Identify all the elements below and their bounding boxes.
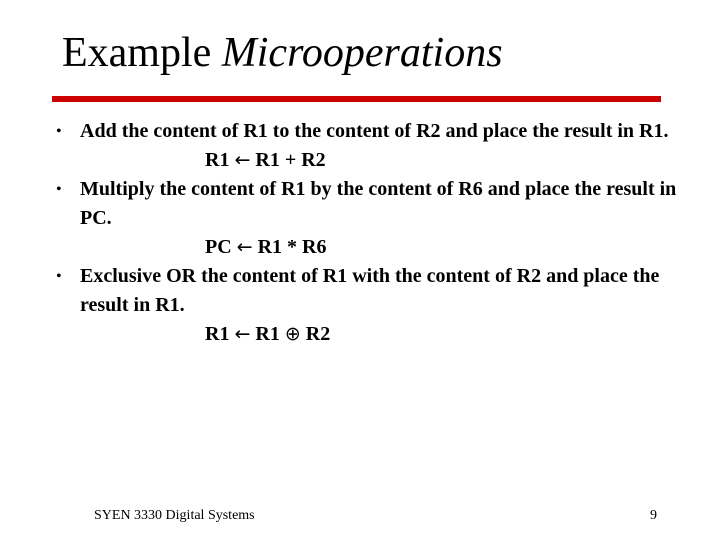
bullet-text: Add the content of R1 to the content of R2 and place the result in R1. [80, 120, 669, 142]
bullet-list [56, 117, 696, 349]
title-italic: Microoperations [221, 30, 503, 76]
footer-page-number: 9 [650, 508, 657, 523]
left-arrow-icon: ← [234, 149, 251, 171]
bullet-item-add [56, 117, 696, 146]
bullet-text: Multiply the content of R1 by the content of R6 and place the result in PC. [80, 178, 677, 229]
equation-operand-left: R1 [255, 323, 280, 345]
bullet-icon: • [56, 268, 62, 285]
equation-multiply [56, 233, 696, 262]
bullet-icon: • [56, 181, 62, 198]
equation-rhs: R1 + R2 [255, 149, 326, 171]
equation-lhs: R1 [205, 149, 230, 171]
equation-lhs: PC [205, 236, 232, 258]
equation-xor [56, 320, 696, 349]
bullet-text: Exclusive OR the content of R1 with the content of R2 and place the result in R1. [80, 265, 660, 316]
left-arrow-icon: ← [236, 236, 253, 258]
equation-add [56, 146, 696, 175]
equation-lhs: R1 [205, 323, 230, 345]
xor-oplus-icon: ⊕ [284, 323, 301, 345]
bullet-icon: • [56, 123, 62, 140]
title-plain: Example [62, 30, 212, 76]
equation-operand-right: R2 [305, 323, 331, 345]
left-arrow-icon: ← [234, 323, 251, 345]
bullet-item-xor [56, 262, 696, 320]
title-underline-rule [52, 96, 661, 102]
bullet-item-multiply [56, 175, 696, 233]
slide-title [62, 28, 503, 78]
equation-rhs: R1 * R6 [257, 236, 327, 258]
footer-course-name: SYEN 3330 Digital Systems [94, 508, 255, 523]
